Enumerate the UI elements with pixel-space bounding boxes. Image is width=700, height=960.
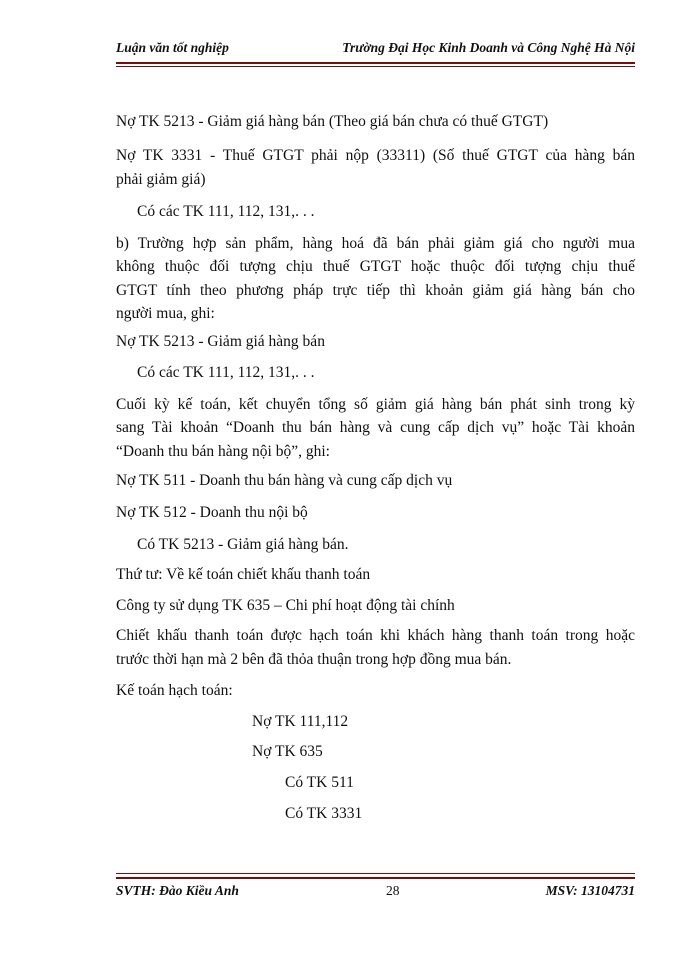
- body-line-19: Chiết khấu thanh toán được hạch toán khi khách hàng thanh toán trong hoặc: [116, 627, 635, 644]
- body-line-8: người mua, ghi:: [116, 305, 215, 322]
- body-line-7: GTGT tính theo phương pháp trực tiếp thì khoản giảm giá hàng bán cho: [116, 282, 635, 299]
- footer-divider-thin: [116, 873, 635, 874]
- footer-student-name: SVTH: Đào Kiều Anh: [116, 883, 239, 898]
- body-line-16: Có TK 5213 - Giảm giá hàng bán.: [137, 536, 349, 553]
- page-number: 28: [386, 883, 400, 898]
- body-line-1: Nợ TK 5213 - Giảm giá hàng bán (Theo giá bán chưa có thuế GTGT): [116, 113, 549, 130]
- page-header: [116, 40, 635, 60]
- body-line-5: b) Trường hợp sản phẩm, hàng hoá đã bán phải giảm giá cho người mua: [116, 235, 635, 252]
- page-footer: [116, 883, 635, 903]
- body-line-6: không thuộc đối tượng chịu thuế GTGT hoặc thuộc đối tượng chịu thuế: [116, 258, 635, 275]
- body-line-11: Cuối kỳ kế toán, kết chuyển tổng số giảm giá hàng bán phát sinh trong kỳ: [116, 396, 635, 413]
- body-line-17: Thứ tư: Về kế toán chiết khấu thanh toán: [116, 566, 371, 583]
- body-line-2: Nợ TK 3331 - Thuế GTGT phải nộp (33311) (Số thuế GTGT của hàng bán: [116, 147, 635, 164]
- body-line-4: Có các TK 111, 112, 131,. . .: [137, 203, 315, 220]
- body-line-13: “Doanh thu bán hàng nội bộ”, ghi:: [116, 443, 330, 460]
- body-line-20: trước thời hạn mà 2 bên đã thỏa thuận trong hợp đồng mua bán.: [116, 651, 512, 668]
- footer-student-id: MSV: 13104731: [545, 883, 635, 898]
- footer-divider: [116, 877, 635, 879]
- body-line-3: phải giảm giá): [116, 171, 206, 188]
- body-line-18: Công ty sử dụng TK 635 – Chi phí hoạt động tài chính: [116, 597, 455, 614]
- header-university-name: Trường Đại Học Kinh Doanh và Công Nghệ Hà Nội: [342, 40, 635, 55]
- body-line-14: Nợ TK 511 - Doanh thu bán hàng và cung cấp dịch vụ: [116, 472, 453, 489]
- body-line-12: sang Tài khoản “Doanh thu bán hàng và cung cấp dịch vụ” hoặc Tài khoản: [116, 419, 635, 436]
- header-divider: [116, 62, 635, 64]
- body-line-9: Nợ TK 5213 - Giảm giá hàng bán: [116, 333, 325, 350]
- body-line-22: Nợ TK 111,112: [252, 713, 349, 730]
- body-line-23: Nợ TK 635: [252, 743, 323, 760]
- body-line-24: Có TK 511: [285, 774, 354, 791]
- header-divider-thin: [116, 66, 635, 67]
- body-line-15: Nợ TK 512 - Doanh thu nội bộ: [116, 504, 308, 521]
- body-line-25: Có TK 3331: [285, 805, 363, 822]
- body-line-21: Kế toán hạch toán:: [116, 682, 233, 699]
- body-line-10: Có các TK 111, 112, 131,. . .: [137, 364, 315, 381]
- header-thesis-label: Luận văn tốt nghiệp: [116, 40, 229, 55]
